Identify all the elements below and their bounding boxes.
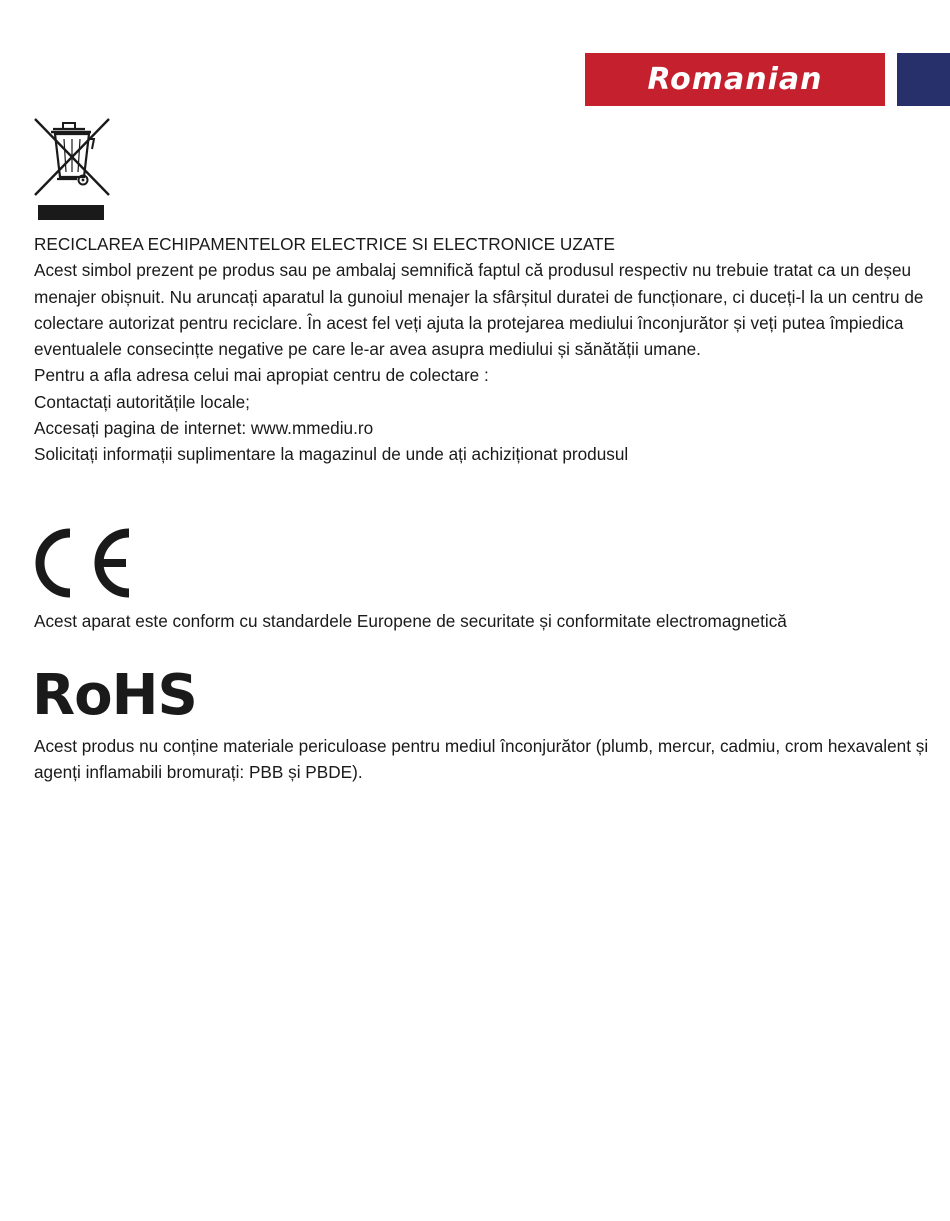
weee-option: Contactați autoritățile locale; (34, 391, 250, 412)
ce-section (34, 608, 934, 634)
weee-body: Acest simbol prezent pe produs sau pe ambalaj semnifică faptul că produsul respectiv nu trebuie tratat ca un deșeu menajer obișnuit. Nu aruncați aparatul la gunoiul menajer la sfârșitul duratei de funcționare, ci duceți-l la un centru de colectare autorizat pentru reciclare. În acest fel veți ajuta la protejarea mediului înconjurător și veți putea împiedica eventualele consecințte negative pe care le-ar avea asupra mediului și sănătății umane. (34, 260, 924, 360)
language-tab-marker (897, 53, 950, 106)
rohs-logo: RoHS (32, 663, 197, 728)
language-label: Romanian (647, 62, 823, 97)
weee-option: Accesați pagina de internet: www.mmediu.ro (34, 418, 374, 439)
rohs-statement: Acest produs nu conține materiale periculoase pentru mediul înconjurător (plumb, mercur, cadmiu, crom hexavalent și agenți inflamabili bromurați: PBB și PBDE). (34, 736, 929, 783)
ce-statement: Acest aparat este conform cu standardele Europene de securitate și conformitate electromagnetică (34, 611, 787, 631)
weee-address-intro: Pentru a afla adresa celui mai apropiat centru de colectare : (34, 365, 489, 386)
weee-title: RECICLAREA ECHIPAMENTELOR ELECTRICE SI ELECTRONICE UZATE (34, 234, 615, 254)
language-banner (585, 53, 885, 106)
crossed-out-wheelie-bin-icon (33, 117, 111, 223)
weee-section (34, 231, 934, 468)
rohs-section (34, 733, 934, 786)
ce-mark-icon (33, 527, 133, 599)
weee-option: Solicitați informații suplimentare la magazinul de unde ați achiziționat produsul (34, 444, 629, 465)
